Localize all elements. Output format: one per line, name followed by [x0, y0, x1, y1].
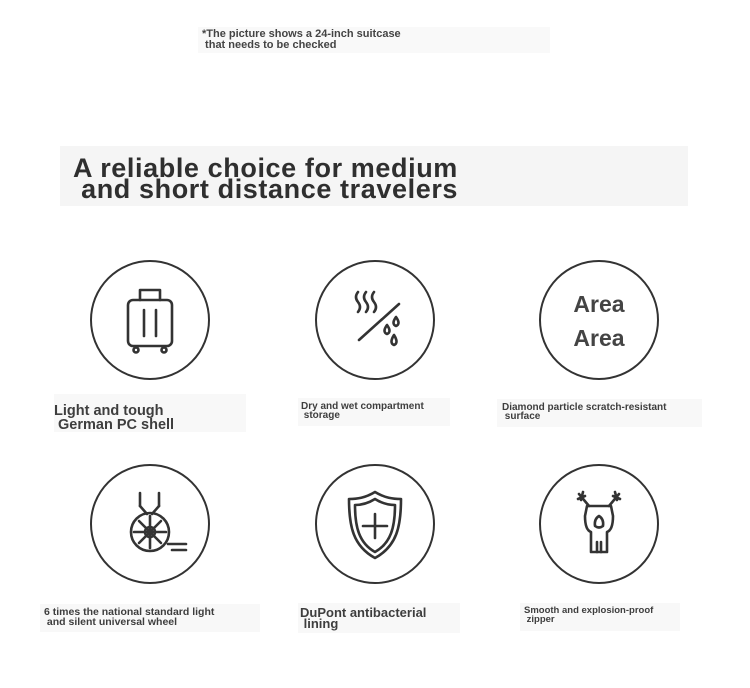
- area-text-icon-line-1: Area: [573, 291, 625, 317]
- feature-circle-antibacterial: [315, 464, 435, 584]
- suitcase-icon: [92, 262, 208, 378]
- feature-label-pc-shell: Light and tough German PC shell: [54, 394, 246, 432]
- suitcase-size-note: *The picture shows a 24-inch suitcase that needs to be checked: [198, 27, 550, 53]
- feature-circle-zipper: [539, 464, 659, 584]
- feature-label-dry-wet: Dry and wet compartment storage: [298, 398, 450, 426]
- feature-circle-pc-shell: [90, 260, 210, 380]
- area-text-icon-line-2: Area: [573, 325, 625, 351]
- feature-circle-scratch-resistant: [539, 260, 659, 380]
- wheel-icon: [92, 466, 208, 582]
- page-headline: A reliable choice for medium and short distance travelers: [73, 153, 459, 204]
- dry-wet-icon: [317, 262, 433, 378]
- feature-label-zipper: Smooth and explosion-proof zipper: [520, 603, 680, 631]
- feature-label-scratch-resistant: Diamond particle scratch-resistant surface: [497, 399, 702, 427]
- feature-label-antibacterial: DuPont antibacterial lining: [298, 603, 460, 633]
- feature-circle-dry-wet: [315, 260, 435, 380]
- zipper-icon: [541, 466, 657, 582]
- shield-plus-icon: [317, 466, 433, 582]
- feature-label-wheel: 6 times the national standard light and silent universal wheel: [40, 604, 260, 632]
- feature-circle-wheel: [90, 464, 210, 584]
